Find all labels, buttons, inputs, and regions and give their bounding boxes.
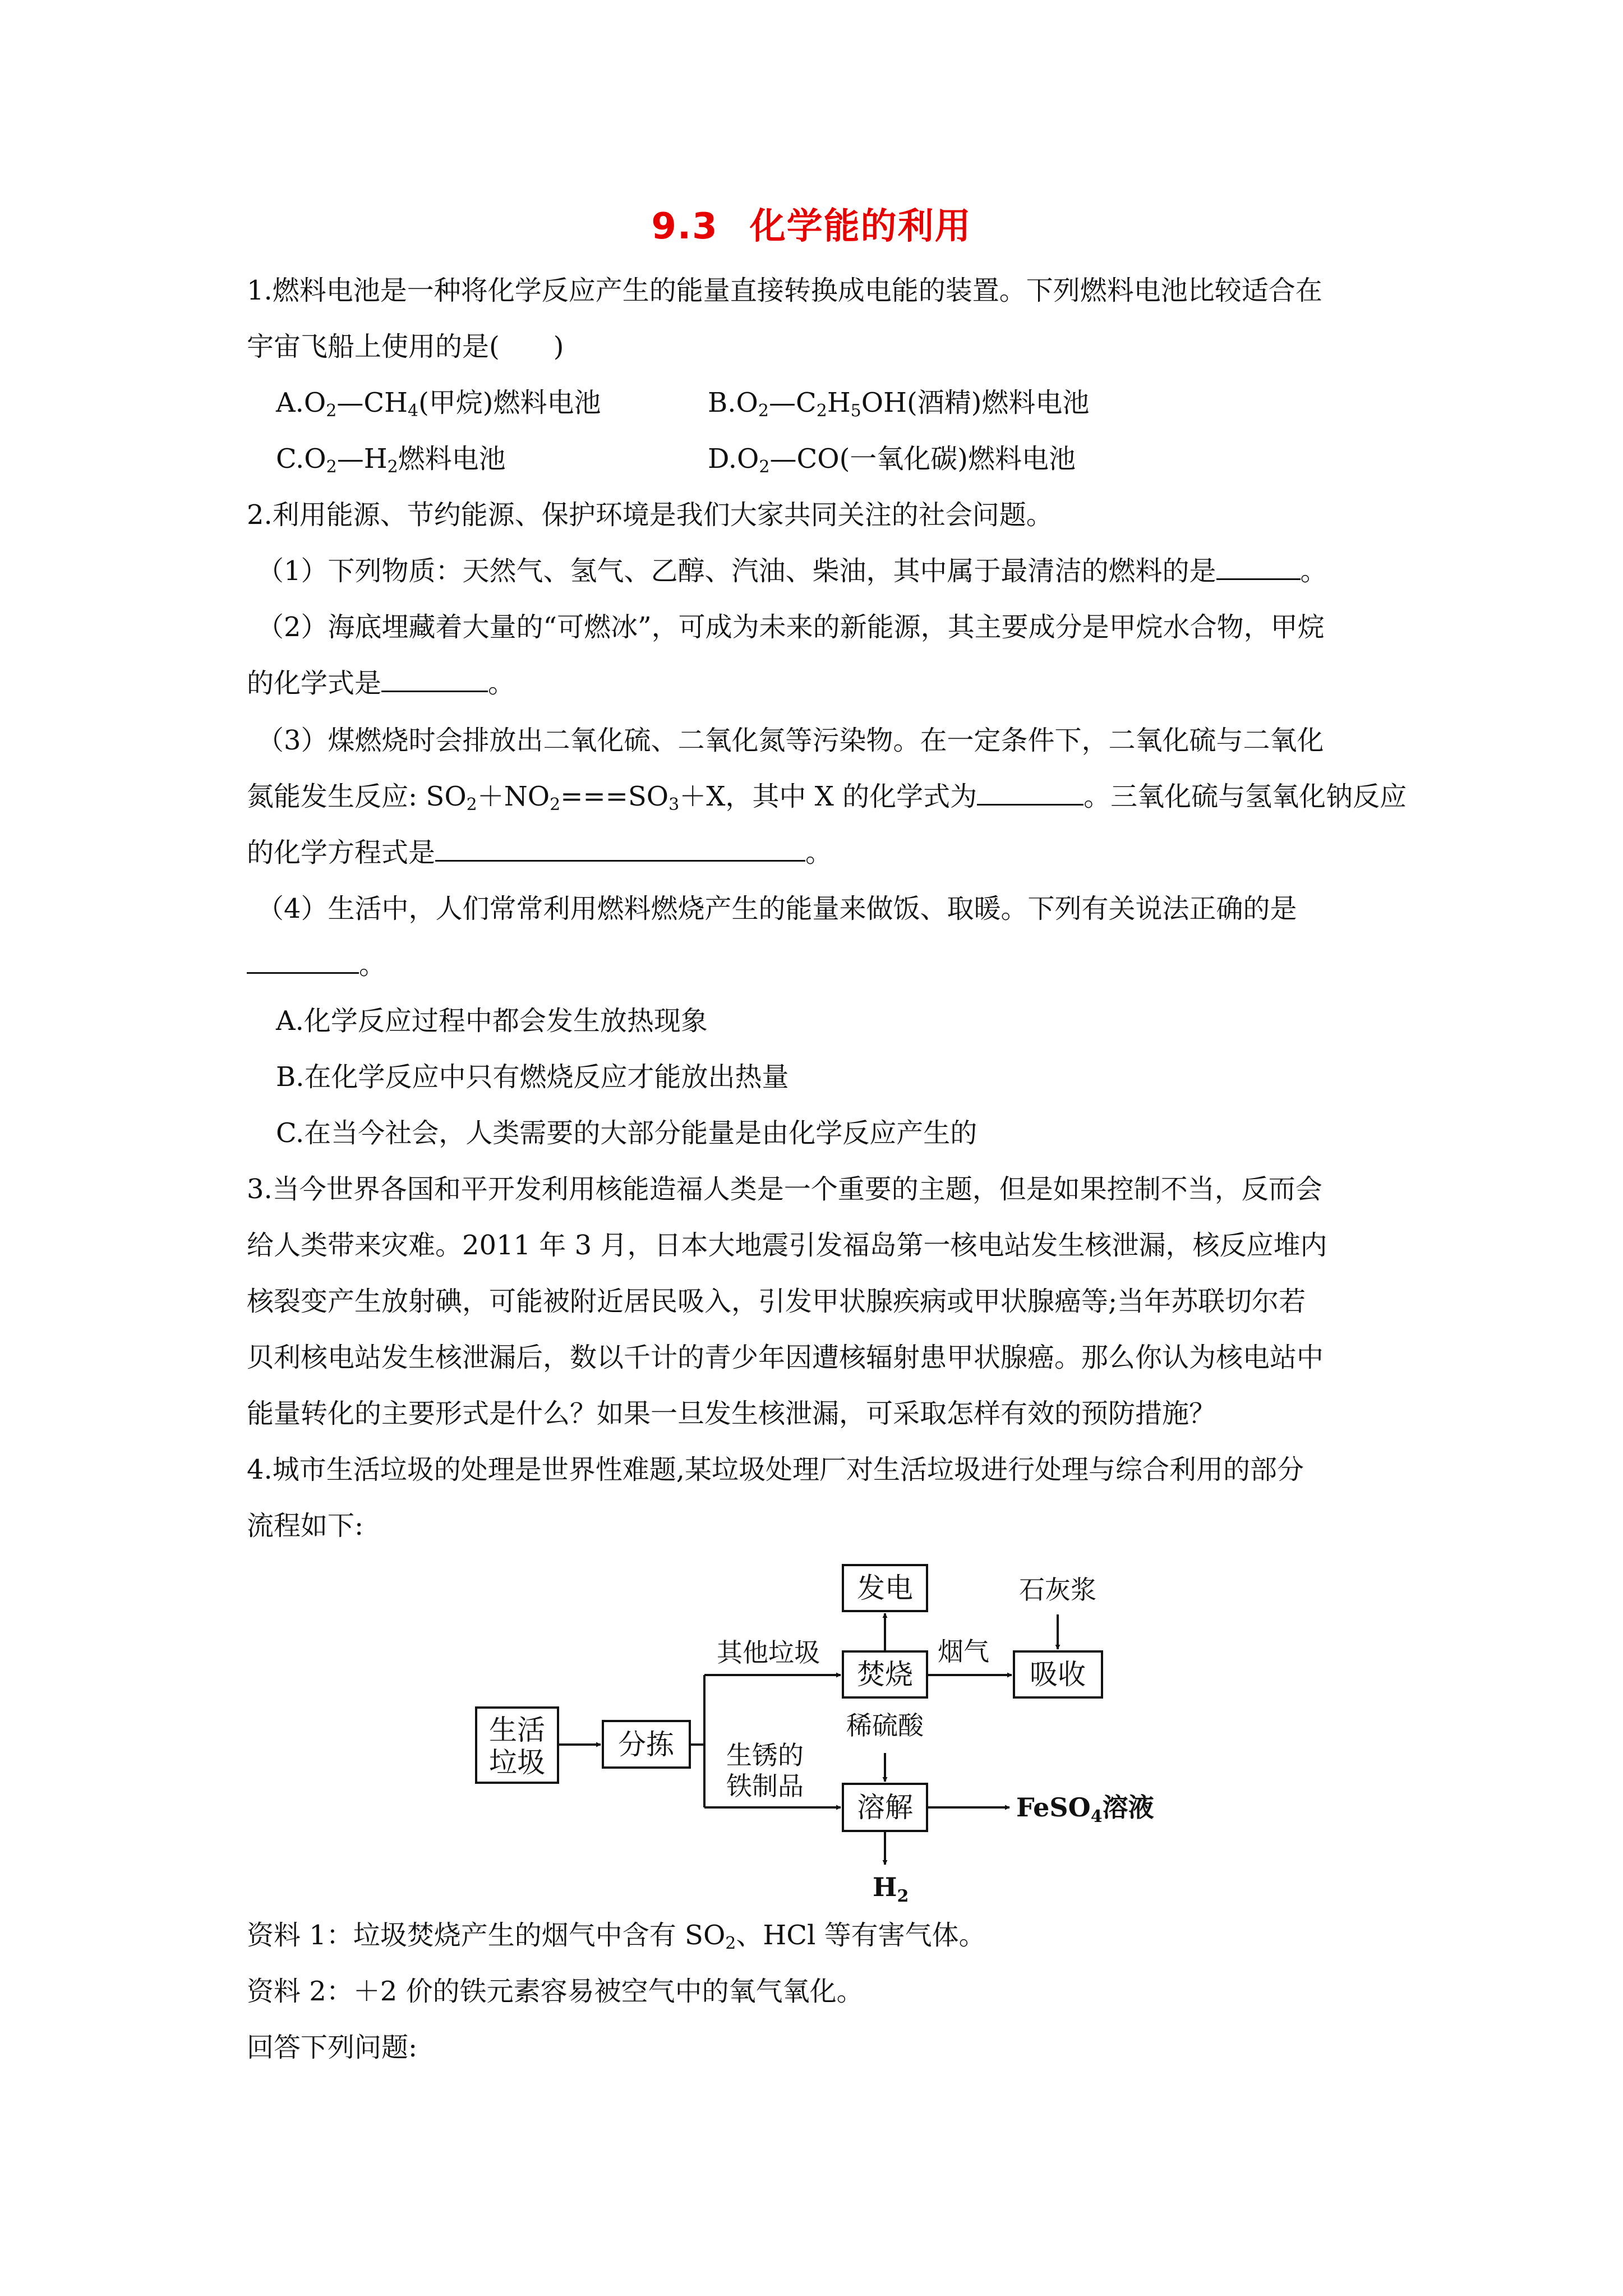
q1-option-b: $B.O_2—C_2H_5OH$(酒精)燃料电池 — [708, 387, 1090, 421]
q2-part3-line3: 的化学方程式是 。 — [247, 837, 833, 868]
q2-part3-line1: （3）煤燃烧时会排放出二氧化硫、二氧化氮等污染物。在一定条件下，二氧化硫与二氧化 — [257, 725, 1324, 756]
q3-line: 核裂变产生放射碘，可能被附近居民吸入，引发甲状腺疾病或甲状腺癌等;当年苏联切尔若 — [247, 1286, 1306, 1317]
label-product: FeSO$_4$溶液 — [1016, 1792, 1154, 1826]
q3-line: 贝利核电站发生核泄漏后，数以千计的青少年因遭核辐射患甲状腺癌。那么你认为核电站中 — [247, 1342, 1324, 1373]
label-life-1: 生活 — [489, 1714, 545, 1746]
q2-part2-line1: （2）海底埋藏着大量的“可燃冰”，可成为未来的新能源，其主要成分是甲烷水合物，甲烷 — [257, 611, 1325, 643]
label-power: 发电 — [857, 1572, 913, 1604]
label-rust-1: 生锈的 — [726, 1740, 804, 1770]
q3-line: 给人类带来灾难。2011 年 3 月，日本大地震引发福岛第一核电站发生核泄漏，核反应堆内 — [247, 1230, 1327, 1261]
answer-prompt: 回答下列问题: — [247, 2032, 418, 2063]
label-sort: 分拣 — [618, 1728, 674, 1761]
q1-stem-line1: 1.燃料电池是一种将化学反应产生的能量直接转换成电能的装置。下列燃料电池比较适合在 — [247, 275, 1322, 306]
label-rust-2: 铁制品 — [726, 1771, 804, 1801]
label-other-waste: 其他垃圾 — [717, 1637, 820, 1668]
q3-line: 能量转化的主要形式是什么？如果一旦发生核泄漏，可采取怎样有效的预防措施？ — [247, 1398, 1216, 1429]
q2-part4-line2: 。 — [247, 948, 386, 982]
q2-option-c: C.在当今社会，人类需要的大部分能量是由化学反应产生的 — [276, 1117, 978, 1149]
label-burn: 焚烧 — [857, 1658, 913, 1691]
q2-part2-line2: 的化学式是 。 — [247, 668, 515, 699]
q3-line: 3.当今世界各国和平开发利用核能造福人类是一个重要的主题，但是如果控制不当，反而会 — [247, 1174, 1322, 1205]
q2-option-a: A.化学反应过程中都会发生放热现象 — [276, 1005, 708, 1037]
q2-part3-line2: 氮能发生反应: $SO_2+NO_2===SO_3+X$，其中 X 的化学式为 。三氧化硫与氢氧化钠反应 — [247, 781, 1407, 815]
q4-line2: 流程如下: — [247, 1510, 364, 1542]
q1-option-c: $C.O_2—H_2$燃料电池 — [276, 443, 506, 477]
q1-stem-line2: 宇宙飞船上使用的是( ) — [247, 331, 564, 362]
q1-option-a: $A.O_2—CH_4$(甲烷)燃料电池 — [276, 387, 601, 421]
label-flue-gas: 烟气 — [938, 1636, 989, 1667]
q1-option-d: $D.O_2—CO$(一氧化碳)燃料电池 — [708, 443, 1076, 477]
label-life-2: 垃圾 — [489, 1746, 545, 1779]
label-h2: $H_2$ — [873, 1872, 909, 1906]
reference-1: 资料 1：垃圾焚烧产生的烟气中含有 $SO_2$、HCl 等有害气体。 — [247, 1920, 986, 1953]
q4-line1: 4.城市生活垃圾的处理是世界性难题,某垃圾处理厂对生活垃圾进行处理与综合利用的部分 — [247, 1454, 1304, 1485]
reference-2: 资料 2：＋2 价的铁元素容易被空气中的氧气氧化。 — [247, 1976, 864, 2007]
label-lime: 石灰浆 — [1019, 1575, 1096, 1605]
section-title: 化学能的利用 — [749, 206, 972, 247]
label-acid: 稀硫酸 — [846, 1710, 924, 1741]
q2-part1: （1）下列物质：天然气、氢气、乙醇、汽油、柴油，其中属于最清洁的燃料的是 。 — [257, 555, 1327, 587]
label-dissolve: 溶解 — [857, 1791, 913, 1824]
label-absorb: 吸收 — [1030, 1658, 1086, 1691]
q2-stem: 2.利用能源、节约能源、保护环境是我们大家共同关注的社会问题。 — [247, 499, 1053, 531]
q2-part4-line1: （4）生活中，人们常常利用燃料燃烧产生的能量来做饭、取暖。下列有关说法正确的是 — [257, 893, 1297, 924]
q2-option-b: B.在化学反应中只有燃烧反应才能放出热量 — [276, 1061, 789, 1093]
section-number: 9.3 — [651, 206, 718, 247]
